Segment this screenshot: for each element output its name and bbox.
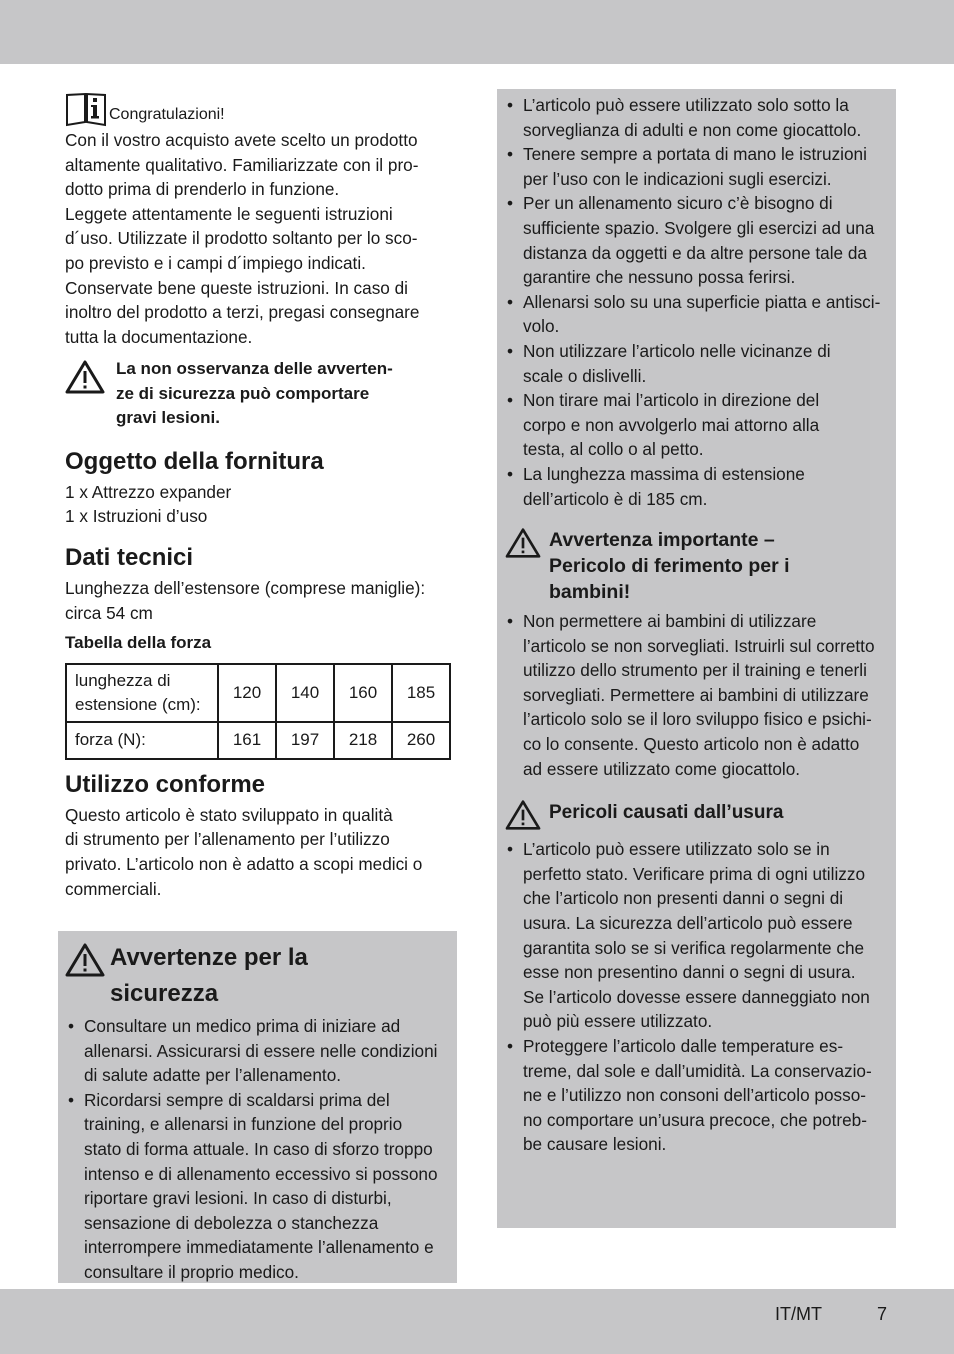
table-cell: 161 — [218, 722, 276, 759]
section-heading-oggetto: Oggetto della fornitura — [65, 447, 324, 475]
list-item: • Per un allenamento sicuro c’è bisogno di sufficiente spazio. Svolgere gli esercizi ad una distanza da oggetti e da altre persone tale da garantire che nessuno possa ferirsi. — [505, 191, 893, 289]
table-cell: 260 — [392, 722, 450, 759]
intro-paragraph: Con il vostro acquisto avete scelto un prodotto altamente qualitativo. Familiarizzate con il pro- dotto prima di prenderlo in funzione. Leggete attentamente le seguenti istruzioni d´uso. Utilizzate il prodotto soltanto per lo sco- po previsto e i campi d´impiego indicati. Conservate bene queste istruzioni. In caso di inoltro del prodotto a terzi, pregasi consegnare tutta la documentazione. — [65, 130, 420, 347]
list-item: • Ricordarsi sempre di scaldarsi prima del training, e allenarsi in funzione del proprio stato di forma attuale. In caso di sforzo troppo intenso e di allenamento eccessivo si possono riportare gravi lesioni. In caso di disturbi, sensazione di debolezza o stanchezza interrompere immediatamente l’allenamento e consultare il proprio medico. — [66, 1088, 454, 1285]
page-number: 7 — [877, 1304, 888, 1324]
intro-heading — [65, 92, 455, 128]
left-column — [65, 92, 455, 901]
list-item: • Consultare un medico prima di iniziare ad allenarsi. Assicurarsi di essere nelle condizioni di salute adatte per l’allenamento. — [66, 1014, 454, 1088]
dati-paragraph: Lunghezza dell’estensore (comprese maniglie): circa 54 cm — [65, 578, 426, 623]
right-column — [505, 93, 893, 1157]
list-item: • La lunghezza massima di estensione dell’articolo è di 185 cm. — [505, 462, 893, 511]
list-item: • L’articolo può essere utilizzato solo se in perfetto stato. Verificare prima di ogni utilizzo che l’articolo non presenti danni o segni di usura. La sicurezza dell’articolo può essere garantita solo se si verifica regolarmente che esse non presentino danni o segni di usura. Se l’articolo dovesse essere danneggiato non può più essere utilizzato. — [505, 837, 893, 1034]
list-item: • Tenere sempre a portata di mano le istruzioni per l’uso con le indicazioni sugli esercizi. — [505, 142, 893, 191]
table-row — [66, 722, 450, 759]
section-heading-dati: Dati tecnici — [65, 544, 194, 572]
header-bar — [0, 0, 954, 64]
table-cell: 140 — [276, 664, 334, 722]
safety-list — [66, 1014, 454, 1285]
children-warning-title: Avvertenza importante – Pericolo di ferimento per i bambini! — [549, 529, 790, 604]
table-row — [66, 664, 450, 722]
table-cell-label: forza (N): — [66, 722, 218, 759]
table-cell: 185 — [392, 664, 450, 722]
safety-heading — [64, 940, 444, 1012]
wear-list — [505, 837, 893, 1157]
table-cell: 197 — [276, 722, 334, 759]
list-item: • Allenarsi solo su una superficie piatta e antisci- volo. — [505, 290, 893, 339]
list-item: • Proteggere l’articolo dalle temperature es- treme, dal sole e dall’umidità. La conservazio- ne e l’utilizzo non consoni dell’articolo posso- no comportare un’usura precoce, che potreb- be causare lesioni. — [505, 1034, 893, 1157]
list-item: • Non tirare mai l’articolo in direzione del corpo e non avvolgerlo mai attorno alla testa, al collo o al petto. — [505, 388, 893, 462]
wear-warning-title: Pericoli causati dall’usura — [549, 802, 784, 824]
list-item: • Non permettere ai bambini di utilizzare l’articolo se non sorvegliati. Istruirli sul corretto utilizzo dello strumento per il training e tenerli sorvegliati. Permettere ai bambini di utilizzare l’articolo solo se il loro sviluppo fisico e psichi- co lo consente. Questo articolo non è adatto ad essere utilizzato come giocattolo. — [505, 609, 893, 781]
wear-warning-heading — [505, 799, 893, 831]
warning-triangle-icon — [505, 527, 541, 559]
list-item: • L’articolo può essere utilizzato solo sotto la sorveglianza di adulti e non come giocattolo. — [505, 93, 893, 142]
table-cell: 120 — [218, 664, 276, 722]
children-list — [505, 609, 893, 781]
safety-list-continued — [505, 93, 893, 511]
section-heading-utilizzo: Utilizzo conforme — [65, 770, 266, 798]
list-item: • Non utilizzare l’articolo nelle vicinanze di scale o dislivelli. — [505, 339, 893, 388]
warning-triangle-icon — [65, 359, 105, 395]
children-warning-heading — [505, 527, 893, 605]
warning-triangle-icon — [505, 799, 541, 831]
table-cell: 218 — [334, 722, 392, 759]
force-table — [65, 663, 451, 760]
table-cell: 160 — [334, 664, 392, 722]
intro-warning-text: La non osservanza delle avverten- ze di sicurezza può comportare gravi lesioni. — [116, 359, 393, 428]
safety-title: Avvertenze per la sicurezza — [110, 944, 308, 1007]
manual-info-icon — [65, 92, 107, 128]
table-title: Tabella della forza — [65, 633, 212, 653]
footer-language: IT/MT — [775, 1304, 822, 1324]
warning-triangle-icon — [64, 942, 106, 978]
congrats-text: Congratulazioni! — [109, 106, 225, 124]
utilizzo-paragraph: Questo articolo è stato sviluppato in qualità di strumento per l’allenamento per l’utilizzo privato. L’articolo non è adatto a scopi medici o commerciali. — [65, 804, 423, 899]
oggetto-list: 1 x Attrezzo expander 1 x Istruzioni d’uso — [65, 481, 232, 527]
table-cell-label: lunghezza di estensione (cm): — [66, 664, 218, 722]
intro-warning — [65, 357, 455, 431]
